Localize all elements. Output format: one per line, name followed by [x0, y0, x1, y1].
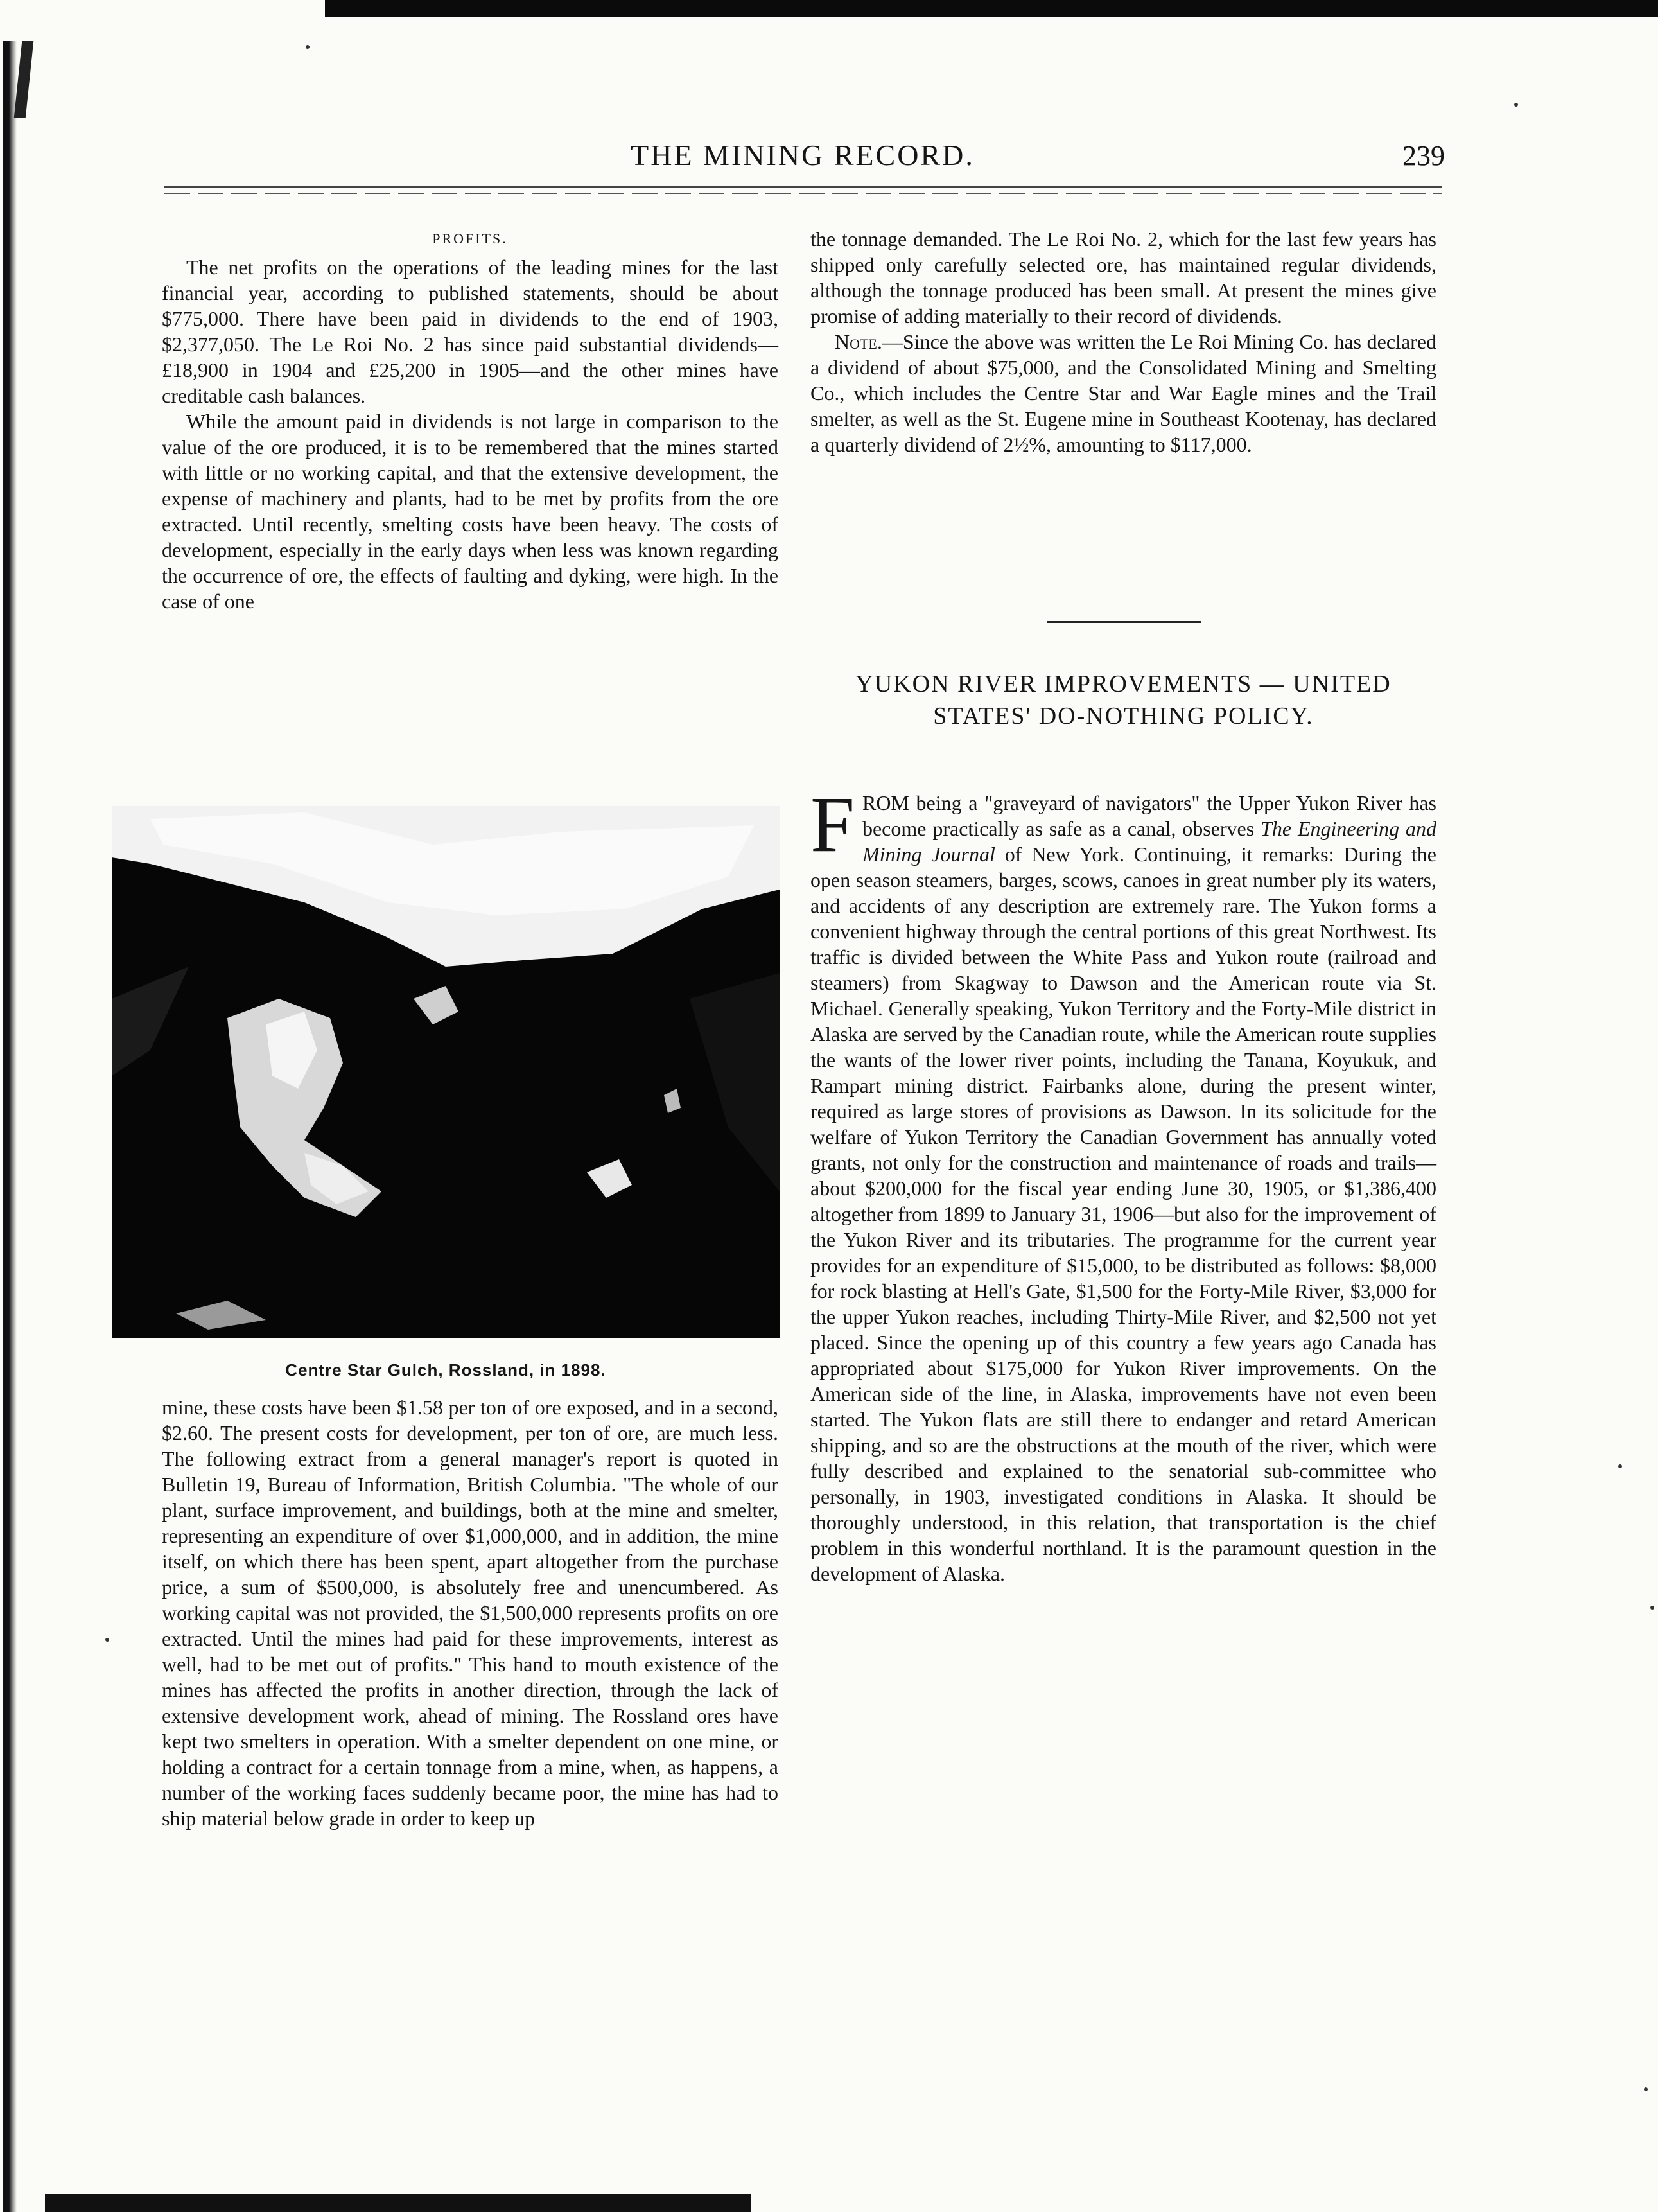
scan-edge-bottom	[45, 2194, 751, 2212]
paragraph: The net profits on the operations of the leading mines for the last financial year, according to published statements, should be about $775,000. There have been paid in dividends to the end of 1903, $2,377,050. The Le Roi No. 2 has since paid substantial dividends—£18,900 in 1904 and £25,200 in 1905—and the other mines have creditable cash balances.	[162, 256, 778, 407]
article-lead: ROM being a "graveyard of navigators" the Upper Yukon River has become practically as safe as a canal, observes	[862, 791, 1436, 840]
article-title-line: YUKON RIVER IMPROVEMENTS — UNITED	[855, 671, 1392, 698]
article-text: of New York. Continuing, it remarks: During the open season steamers, barges, scows, canoes in great number ply its waters, and accidents of any description are extremely rare. The Yukon forms a convenient highway through the central portions of this great Northwest. Its traffic is divided between the White Pass and Yukon route (railroad and steamers) from Skagway to Dawson and the American route via St. Michael. Generally speaking, Yukon Territory and the Forty-Mile district in Alaska are served by the Canadian route, while the American route supplies the wants of the lower river points, including the Tanana, Koyukuk, and Rampart mining district. Fairbanks alone, during the present winter, required as large stores of provisions as Dawson. In its solicitude for the welfare of Yukon Territory the Canadian Government has annually voted grants, not only for the construction and maintenance of roads and trails—about $200,000 for the fiscal year ending June 30, 1905, or $1,386,400 altogether from 1899 to January 31, 1906—but also for the improvement of the Yukon River and its tributaries. The programme for the current year provides for an expenditure of $15,000, to be distributed as follows: $8,000 for rock blasting at Hell's Gate, $1,500 for the Forty-Mile River, $3,000 for the upper Yukon reaches, including Thirty-Mile River, and $2,500 not yet placed. Since the opening up of this country a few years ago Canada has appropriated about $175,000 for Yukon River improvements. On the American side of the line, in Alaska, improvements have not even been started. The Yukon flats are still there to endanger and retard American shipping, and so are the obstructions at the mouth of the river, which were fully described and explained to the senatorial sub-committee who personally, in 1903, investigated conditions in Alaska. It should be thoroughly understood, in this relation, that transportation is the chief problem in this wonderful northland. It is the paramount question in the development of Alaska.	[810, 843, 1437, 1585]
figure-caption: Centre Star Gulch, Rossland, in 1898.	[285, 1360, 606, 1380]
dust-speck	[1644, 2087, 1648, 2091]
drop-cap: F	[810, 780, 855, 868]
paragraph: While the amount paid in dividends is not large in comparison to the value of the ore produced, it is to be remembered that the mines started with little or no working capital, and that the extensive development, the expense of machinery and plants, had to be met by profits from the ore extracted. Until recently, smelting costs have been heavy. The costs of development, especially in the early days when less was known regarding the occurrence of ore, the effects of faulting and dyking, were high. In the case of one	[162, 410, 778, 613]
article-paragraph	[810, 780, 1437, 1586]
note-paragraph	[810, 329, 1436, 457]
note-label: Note.	[835, 330, 882, 353]
left-column-bottom	[162, 1394, 778, 1831]
figure-photograph	[112, 806, 780, 1338]
article-source: The Engineering and Mining Journal	[862, 817, 1437, 866]
scan-edge-left-mark	[14, 41, 34, 118]
scan-edge-left	[3, 41, 17, 2212]
paragraph: the tonnage demanded. The Le Roi No. 2, which for the last few years has shipped only carefully selected ore, has maintained regular dividends, although the tonnage produced has been small. At present the mines give promise of adding materially to their record of dividends.	[810, 227, 1436, 328]
dust-speck	[1618, 1464, 1622, 1468]
section-heading: PROFITS.	[432, 231, 508, 247]
header-rule-dashed	[164, 193, 1442, 194]
running-header	[161, 138, 1445, 183]
right-column-top	[810, 226, 1436, 457]
scan-edge-top	[325, 0, 1658, 17]
article-title	[810, 668, 1436, 732]
journal-title: THE MINING RECORD.	[631, 139, 975, 171]
left-column-top	[162, 226, 778, 614]
dust-speck	[1514, 103, 1518, 107]
paragraph: mine, these costs have been $1.58 per ton of ore exposed, and in a second, $2.60. The present costs for development, per ton of ore, are much less. The following extract from a general manager's report is quoted in Bulletin 19, Bureau of Information, British Columbia. "The whole of our plant, surface improvement, and buildings, both at the mine and smelter, representing an expenditure of over $1,000,000, and in addition, the mine itself, on which there has been spent, apart altogether from the purchase price, a sum of $500,000, is absolutely free and unencumbered. As working capital was not provided, the $1,500,000 represents profits on ore extracted. Until the mines had paid for these improvements, interest as well, had to be met out of profits." This hand to mouth existence of the mines has affected the profits in another direction, through the lack of extensive development work, ahead of mining. The Rossland ores have kept two smelters in operation. With a smelter dependent on one mine, or holding a contract for a certain tonnage from a mine, when, as happens, a number of the working faces suddenly became poor, the mine has had to ship material below grade in order to keep up	[162, 1396, 778, 1830]
article-title-line: STATES' DO-NOTHING POLICY.	[933, 703, 1314, 730]
header-rule	[164, 186, 1442, 188]
page-number: 239	[1402, 140, 1445, 171]
dust-speck	[105, 1638, 109, 1642]
mountain-gulch-image	[112, 806, 780, 1338]
note-text: —Since the above was written the Le Roi Mining Co. has declared a dividend of about $75,000, and the Consolidated Mining and Smelting Co., which includes the Centre Star and War Eagle mines and the Trail smelter, as well as the St. Eugene mine in Southeast Kootenay, has declared a quarterly dividend of 2½%, amounting to $117,000.	[810, 330, 1436, 456]
dust-speck	[1650, 1606, 1654, 1610]
article-body	[810, 780, 1437, 1586]
dust-speck	[306, 45, 310, 49]
section-divider	[1047, 621, 1201, 623]
